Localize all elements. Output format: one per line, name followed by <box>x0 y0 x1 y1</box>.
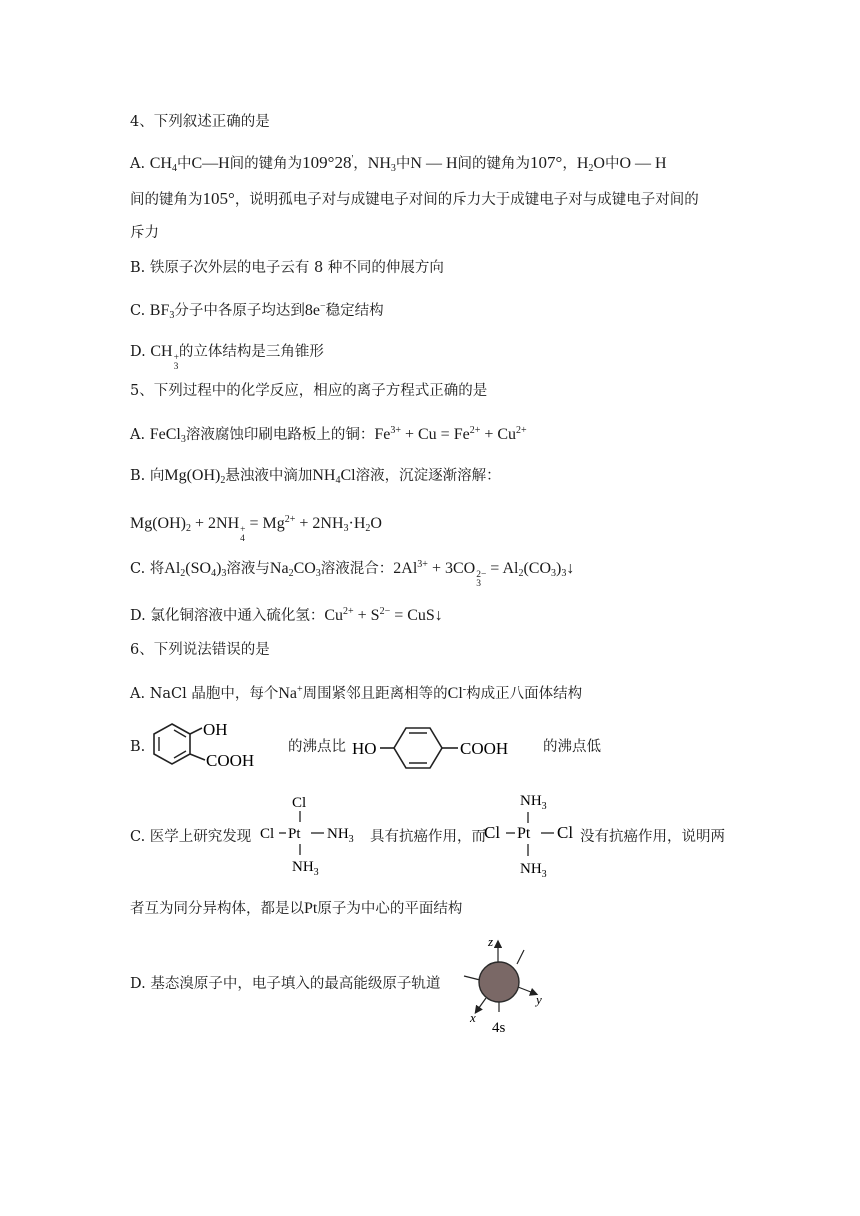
formula-mgoh2: $Mg(OH)_2$ <box>164 467 226 486</box>
q6-option-c-text1: C. 医学上研究发现 <box>130 829 252 845</box>
formula-h2o: $H_2O$ <box>576 155 605 174</box>
axis-z-label: z <box>488 934 494 949</box>
q6-option-c-line2: 者互为同分异构体，都是以Pt原子为中心的平面结构 <box>130 900 463 917</box>
ion-na: Na+ <box>278 684 303 702</box>
equation-5c: $2Al^{3+} + 3CO$ 2− 3 = $Al_2(CO_3)_3↓$ <box>393 559 575 589</box>
equation-5b: $Mg(OH)_2 + 2NH$ + 4 = $Mg^{2+} + 2NH_3\cdot H_2O$ <box>130 514 382 544</box>
q4-option-a-line3: 斥力 <box>130 225 159 241</box>
option-label: A. <box>130 156 146 172</box>
formula-fecl3: FeCl$_3$ <box>149 426 186 445</box>
trans-center-atom: Pt <box>517 825 531 842</box>
formula-nh4cl: $NH_4Cl$ <box>312 467 356 486</box>
formula-ch3-plus: CH + 3 <box>150 343 179 372</box>
formula-bf3: $BF_3$ <box>149 302 175 321</box>
formula-al2so43: $Al_2(SO_4)_3$ <box>164 560 227 579</box>
cis-left-ligand: Cl <box>260 826 275 842</box>
q6-option-d: D. 基态溴原子中，电子填入的最高能级原子轨道 <box>130 976 441 992</box>
trans-platin-structure <box>482 788 582 884</box>
bond-o-h: O — H <box>619 155 667 172</box>
bond-c-h: C—H <box>191 155 230 172</box>
trans-top-ligand: $NH_3$ <box>520 793 547 812</box>
q4-option-a-line1: A. $CH_4$中C—H间的键角为109°28'，$NH_3$中N — H间的键角为107°，$H_2O$中O — H <box>130 153 667 174</box>
q6-option-b-text1: 的沸点比 <box>288 739 346 755</box>
trans-right-ligand: Cl <box>557 823 574 842</box>
q6-option-c-text3: 没有抗癌作用，说明两 <box>580 829 725 845</box>
q6-option-b-label: B. <box>130 739 146 755</box>
para-hydroxyl-label: HO <box>352 739 377 758</box>
hydroxyl-label: OH <box>203 720 228 739</box>
orbital-label: 4s <box>492 1020 506 1036</box>
angle-107: 107° <box>530 153 563 172</box>
q4-option-c: C. $BF_3$分子中各原子均达到8e−稳定结构 <box>130 301 384 321</box>
q4-option-d: D. CH + 3 的立体结构是三角锥形 <box>130 343 324 372</box>
formula-8e: 8e− <box>304 301 326 319</box>
cis-bottom-ligand: $NH_3$ <box>292 859 319 878</box>
salicylic-acid-structure <box>150 718 290 774</box>
trans-left-ligand: Cl <box>484 823 501 842</box>
angle-109: 109°28' <box>302 153 354 172</box>
angle-105: 105° <box>202 189 235 208</box>
formula-na2co3: $Na_2CO_3$ <box>269 560 321 579</box>
q5-option-d: D. 氯化铜溶液中通入硫化氢：$Cu^{2+} + S^{2-}$ = CuS↓ <box>130 606 443 624</box>
equation-5d: $Cu^{2+} + S^{2-}$ = CuS↓ <box>324 606 443 624</box>
para-carboxyl-label: COOH <box>460 739 509 758</box>
q6-stem: 6、下列说法错误的是 <box>130 642 270 658</box>
q5-stem: 5、下列过程中的化学反应，相应的离子方程式正确的是 <box>130 383 488 399</box>
formula-nh3: $NH_3$ <box>367 155 396 174</box>
carboxyl-label: COOH <box>206 751 255 770</box>
q4-stem: 4、下列叙述正确的是 <box>130 114 270 130</box>
bond-n-h: N — H <box>410 155 458 172</box>
s-orbital-sphere <box>479 962 519 1002</box>
cis-right-ligand: $NH_3$ <box>327 826 354 845</box>
q4-option-b: B. 铁原子次外层的电子云有 8 种不同的伸展方向 <box>130 260 444 276</box>
para-hydroxybenzoic-acid-structure <box>350 720 540 776</box>
formula-ch4: $CH_4$ <box>149 155 177 174</box>
equation-5a: $Fe^{3+} + Cu = Fe^{2+} + Cu^{2+}$ <box>374 425 527 443</box>
q6-option-c-text2: 具有抗癌作用，而 <box>370 829 486 845</box>
q6-option-b-text2: 的沸点低 <box>543 739 601 755</box>
axis-x-label: x <box>470 1010 476 1025</box>
q5-option-a: A. FeCl$_3$溶液腐蚀印刷电路板上的铜：$Fe^{3+} + Cu = Fe^{2+} + Cu^{2+}$ <box>130 425 527 445</box>
q5-option-c: C. 将$Al_2(SO_4)_3$溶液与$Na_2CO_3$溶液混合：$2Al^{3+} + 3CO$ 2− 3 = $Al_2(CO_3)_3↓$ <box>130 559 575 589</box>
cis-center-atom: Pt <box>288 826 301 842</box>
trans-bottom-ligand: $NH_3$ <box>520 861 547 880</box>
axis-y-label: y <box>536 992 542 1007</box>
q4-option-a-line2: 间的键角为105°，说明孤电子对与成键电子对间的斥力大于成键电子对与成键电子对间的 <box>130 189 699 208</box>
cis-platin-structure <box>258 790 370 882</box>
element-pt: Pt <box>304 900 318 917</box>
cis-top-ligand: Cl <box>292 795 307 811</box>
4s-orbital-diagram <box>462 932 557 1040</box>
q6-option-a: A. NaCl 晶胞中，每个Na+周围紧邻且距离相等的Cl-构成正八面体结构 <box>130 684 583 702</box>
ion-cl: Cl- <box>447 684 467 702</box>
q5-option-b: B. 向$Mg(OH)_2$悬浊液中滴加$NH_4Cl$溶液，沉淀逐渐溶解： <box>130 467 501 486</box>
